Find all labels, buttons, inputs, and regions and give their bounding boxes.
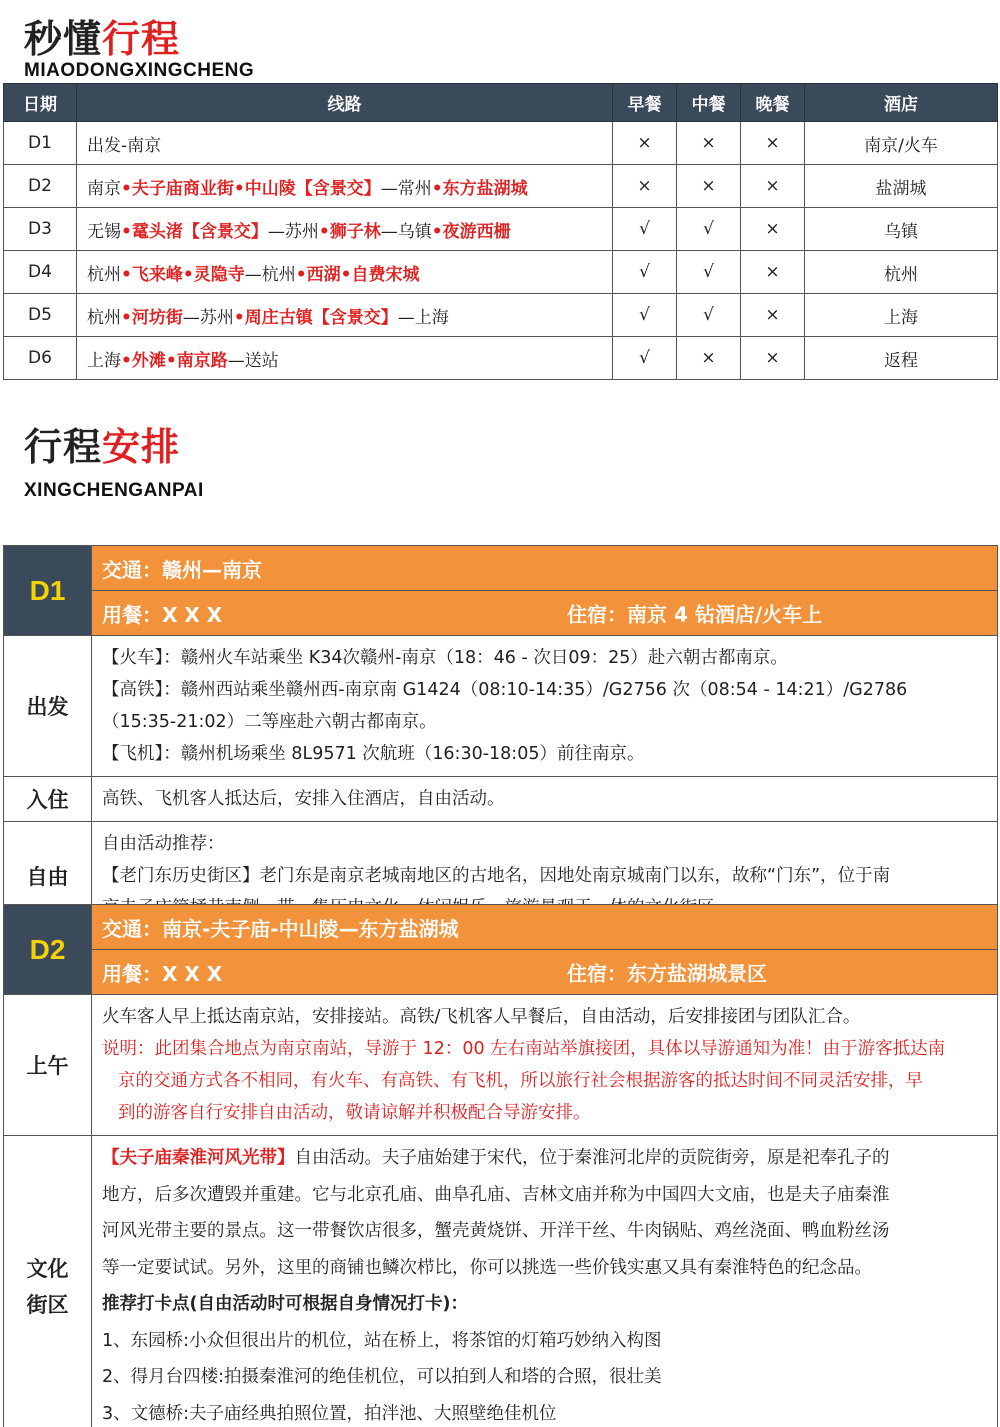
- cell-lunch: √: [677, 251, 741, 294]
- cell-day: D5: [4, 294, 77, 337]
- checkin-points-heading: 推荐打卡点(自由活动时可根据自身情况打卡)：: [102, 1294, 468, 1314]
- section-heading-overview: [24, 17, 255, 82]
- notice-line: 说明：此团集合地点为南京南站，导游于 12：00 左右南站举旗接团，具体以导游通知为准！由于游客抵达南: [102, 1039, 946, 1059]
- route-highlight: •河坊街: [121, 307, 183, 328]
- culture-label-line: 文化: [26, 1257, 69, 1281]
- cell-dinner: ×: [741, 165, 805, 208]
- section-title: 行程安排: [24, 425, 181, 469]
- depart-content: [92, 636, 998, 777]
- cell-breakfast: ×: [613, 122, 677, 165]
- table-row: [4, 337, 998, 380]
- header-hotel: 酒店: [805, 84, 998, 122]
- cell-dinner: ×: [741, 294, 805, 337]
- cell-lunch: √: [677, 294, 741, 337]
- culture-content: [92, 1136, 998, 1427]
- checkin-point: 1、东园桥:小众但很出片的机位，站在桥上，将茶馆的灯箱巧妙纳入构图: [102, 1330, 662, 1351]
- depart-line: （15:35-21:02）二等座赴六朝古都南京。: [102, 712, 437, 732]
- cell-dinner: ×: [741, 251, 805, 294]
- transport-bar: 交通：南京-夫子庙-中山陵—东方盐湖城: [92, 905, 998, 950]
- section-pinyin: MIAODONGXINGCHENG: [24, 60, 255, 81]
- section-pinyin: XINGCHENGANPAI: [24, 480, 204, 501]
- route-highlight: •夫子庙商业街•中山陵【含景交】: [121, 178, 381, 199]
- cell-hotel: 返程: [805, 337, 998, 380]
- cell-lunch: ×: [677, 122, 741, 165]
- culture-title: 【夫子庙秦淮河风光带】: [102, 1148, 295, 1168]
- itinerary-summary-table: [3, 83, 998, 380]
- header-breakfast: 早餐: [613, 84, 677, 122]
- route-text: —送站: [227, 350, 279, 371]
- meals-text: 用餐：X X X: [102, 961, 223, 986]
- day-1-block: [3, 545, 998, 931]
- route-text: 杭州: [87, 264, 121, 285]
- cell-day: D2: [4, 165, 77, 208]
- cell-route: [77, 165, 613, 208]
- cell-day: D3: [4, 208, 77, 251]
- cell-hotel: 杭州: [805, 251, 998, 294]
- table-header-row: [4, 84, 998, 122]
- cell-route: [77, 337, 613, 380]
- cell-route: [77, 251, 613, 294]
- route-highlight: •周庄古镇【含景交】: [233, 307, 398, 328]
- section-heading-schedule: [24, 425, 204, 502]
- day-label: D1: [4, 546, 92, 636]
- culture-label-line: 街区: [26, 1293, 69, 1317]
- route-text: —杭州: [244, 264, 296, 285]
- morning-line: 火车客人早上抵达南京站，安排接站。高铁/飞机客人早餐后，自由活动，后安排接团与团队汇合。: [102, 1007, 861, 1027]
- cell-day: D4: [4, 251, 77, 294]
- free-line: 【老门东历史街区】老门东是南京老城南地区的古地名，因地处南京城南门以东，故称“门东”，位于南: [102, 866, 891, 886]
- stay-text: 住宿：南京 4 钻酒店/火车上: [567, 602, 823, 627]
- day-label: D2: [4, 905, 92, 995]
- route-highlight: •飞来峰•灵隐寺: [121, 264, 245, 285]
- cell-dinner: ×: [741, 337, 805, 380]
- route-highlight: •狮子林: [318, 221, 381, 242]
- route-text: —乌镇: [380, 221, 432, 242]
- notice-line: 京的交通方式各不相同，有火车、有高铁、有飞机，所以旅行社会根据游客的抵达时间不同灵活安排，早: [118, 1071, 923, 1091]
- route-text: 南京: [87, 178, 121, 199]
- cell-lunch: ×: [677, 337, 741, 380]
- checkin-point: 2、得月台四楼:拍摄秦淮河的绝佳机位，可以拍到人和塔的合照，很壮美: [102, 1367, 662, 1387]
- meals-stay-bar: [92, 950, 998, 995]
- transport-bar: 交通：赣州—南京: [92, 546, 998, 591]
- cell-breakfast: √: [613, 337, 677, 380]
- culture-line: 地方，后多次遭毁并重建。它与北京孔庙、曲阜孔庙、吉林文庙并称为中国四大文庙，也是夫子庙秦淮: [102, 1184, 890, 1205]
- morning-content: [92, 995, 998, 1136]
- depart-line: 【火车】：赣州火车站乘坐 K34次赣州-南京（18：46 - 次日09：25）赴六朝古都南京。: [102, 648, 788, 668]
- culture-line: 【夫子庙秦淮河风光带】自由活动。夫子庙始建于宋代，位于秦淮河北岸的贡院街旁，原是祀奉孔子的: [102, 1148, 890, 1168]
- culture-line: 河风光带主要的景点。这一带餐饮店很多，蟹壳黄烧饼、开洋干丝、牛肉锅贴、鸡丝浇面、鸭血粉丝汤: [102, 1221, 890, 1241]
- route-highlight: •外滩•南京路: [121, 350, 228, 371]
- route-text: 无锡: [87, 221, 121, 242]
- free-line: 自由活动推荐：: [102, 834, 225, 854]
- route-text: —苏州: [182, 307, 234, 328]
- cell-lunch: √: [677, 208, 741, 251]
- cell-breakfast: √: [613, 294, 677, 337]
- cell-route: [77, 208, 613, 251]
- cell-dinner: ×: [741, 122, 805, 165]
- header-dinner: 晚餐: [741, 84, 805, 122]
- stay-text: 住宿：东方盐湖城景区: [567, 961, 767, 986]
- cell-lunch: ×: [677, 165, 741, 208]
- route-text: 上海: [87, 350, 121, 371]
- table-row: [4, 122, 998, 165]
- day-2-block: [3, 904, 998, 1427]
- meals-stay-bar: [92, 591, 998, 636]
- section-title: 秒懂行程: [24, 17, 181, 61]
- table-row: [4, 294, 998, 337]
- culture-line: 等一定要试试。另外，这里的商铺也鳞次栉比，你可以挑选一些价钱实惠又具有秦淮特色的纪念品。: [102, 1257, 872, 1278]
- header-route: 线路: [77, 84, 613, 122]
- row-label-culture: [4, 1136, 92, 1427]
- cell-route: [77, 122, 613, 165]
- route-text: —苏州: [267, 221, 319, 242]
- cell-route: [77, 294, 613, 337]
- route-text: 杭州: [87, 307, 121, 328]
- route-highlight: •鼋头渚【含景交】: [121, 221, 268, 242]
- row-label-depart: 出发: [4, 636, 92, 777]
- notice-line: 到的游客自行安排自由活动，敬请谅解并积极配合导游安排。: [118, 1103, 591, 1123]
- row-label-free: 自由: [4, 822, 92, 931]
- checkin-point: 3、文德桥:夫子庙经典拍照位置，拍泮池、大照壁绝佳机位: [102, 1403, 557, 1424]
- table-row: [4, 208, 998, 251]
- route-text: 出发-南京: [87, 135, 162, 156]
- depart-line: 【飞机】：赣州机场乘坐 8L9571 次航班（16:30-18:05）前往南京。: [102, 744, 645, 764]
- header-day: 日期: [4, 84, 77, 122]
- cell-breakfast: √: [613, 208, 677, 251]
- depart-line: 【高铁】：赣州西站乘坐赣州西-南京南 G1424（08:10-14:35）/G2756 次（08:54 - 14:21）/G2786: [102, 680, 908, 700]
- cell-dinner: ×: [741, 208, 805, 251]
- cell-hotel: 上海: [805, 294, 998, 337]
- cell-breakfast: ×: [613, 165, 677, 208]
- route-text: —常州: [380, 178, 432, 199]
- route-text: —上海: [397, 307, 449, 328]
- route-highlight: •东方盐湖城: [431, 178, 528, 199]
- cell-day: D6: [4, 337, 77, 380]
- route-highlight: •西湖•自费宋城: [295, 264, 420, 285]
- row-label-checkin: 入住: [4, 777, 92, 822]
- row-label-morning: 上午: [4, 995, 92, 1136]
- meals-text: 用餐：X X X: [102, 602, 223, 627]
- table-row: [4, 251, 998, 294]
- cell-hotel: 南京/火车: [805, 122, 998, 165]
- table-row: [4, 165, 998, 208]
- cell-hotel: 乌镇: [805, 208, 998, 251]
- cell-breakfast: √: [613, 251, 677, 294]
- cell-hotel: 盐湖城: [805, 165, 998, 208]
- route-highlight: •夜游西栅: [431, 221, 511, 242]
- header-lunch: 中餐: [677, 84, 741, 122]
- checkin-content: 高铁、飞机客人抵达后，安排入住酒店，自由活动。: [92, 777, 998, 822]
- cell-day: D1: [4, 122, 77, 165]
